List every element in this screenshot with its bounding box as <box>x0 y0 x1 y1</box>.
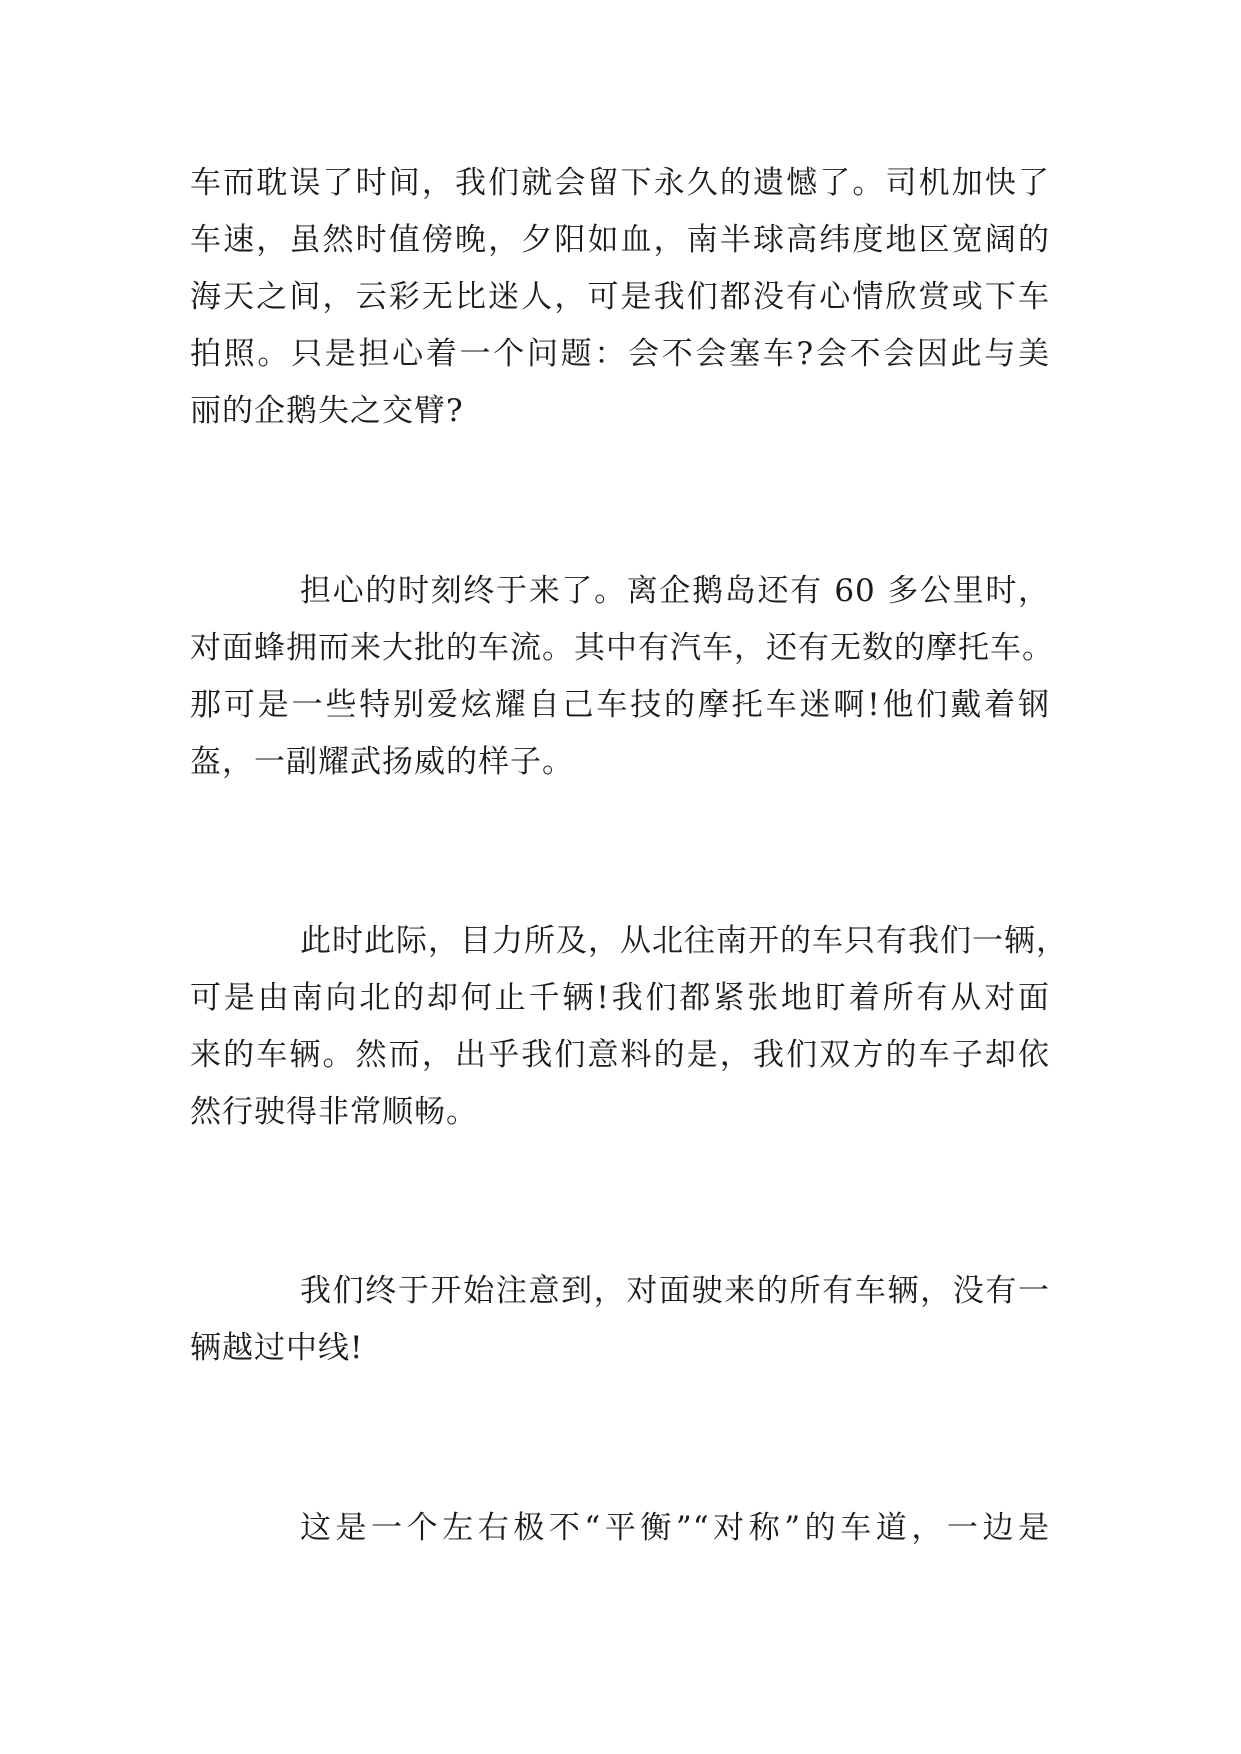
paragraph-5 <box>190 1500 1050 1557</box>
text-line: 盔，一副耀武扬威的样子。 <box>190 744 574 780</box>
paragraph-2 <box>190 563 1054 791</box>
text-line: 这是一个左右极不“平衡”“对称”的车道，一边是 <box>300 1510 1050 1546</box>
text-line: 海天之间，云彩无比迷人，可是我们都没有心情欣赏或下车 <box>190 279 1050 315</box>
text-line: 辆越过中线! <box>190 1330 364 1366</box>
paragraph-1 <box>190 155 1050 440</box>
text-line: 车速，虽然时值傍晚，夕阳如血，南半球高纬度地区宽阔的 <box>190 222 1050 258</box>
text-line: 那可是一些特别爱炫耀自己车技的摩托车迷啊!他们戴着钢 <box>190 687 1050 723</box>
paragraph-3 <box>190 913 1068 1141</box>
text-line: 车而耽误了时间，我们就会留下永久的遗憾了。司机加快了 <box>190 165 1050 201</box>
text-line: 对面蜂拥而来大批的车流。其中有汽车，还有无数的摩托车。 <box>190 630 1054 666</box>
text-line: 我们终于开始注意到，对面驶来的所有车辆，没有一 <box>300 1273 1050 1309</box>
text-line: 此时此际，目力所及，从北往南开的车只有我们一辆， <box>300 923 1068 959</box>
paragraph-4 <box>190 1263 1050 1377</box>
text-line: 然行驶得非常顺畅。 <box>190 1094 478 1130</box>
text-line: 可是由南向北的却何止千辆!我们都紧张地盯着所有从对面 <box>190 980 1050 1016</box>
text-line: 担心的时刻终于来了。离企鹅岛还有 60 多公里时， <box>300 573 1050 609</box>
text-line: 拍照。只是担心着一个问题：会不会塞车?会不会因此与美 <box>190 336 1050 372</box>
text-line: 丽的企鹅失之交臂? <box>190 393 464 429</box>
text-line: 来的车辆。然而，出乎我们意料的是，我们双方的车子却依 <box>190 1037 1050 1073</box>
